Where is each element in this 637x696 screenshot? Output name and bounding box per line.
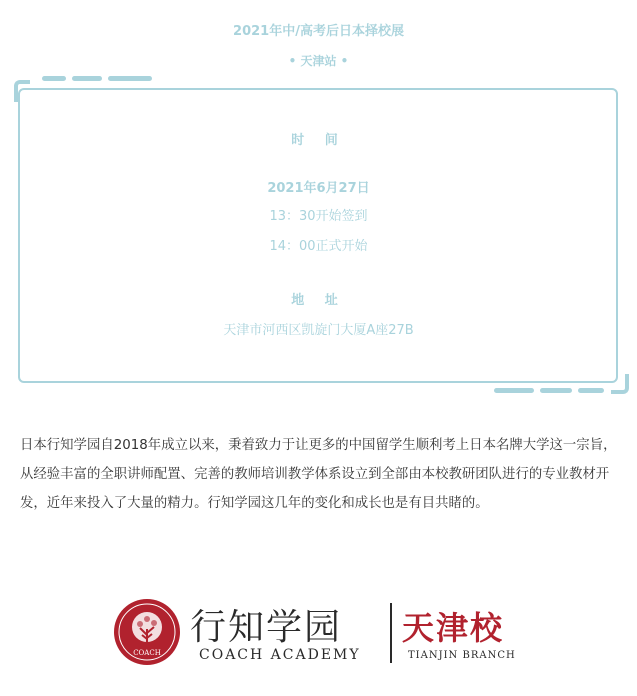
frame-corner-bottom-right <box>611 374 629 394</box>
branch-name-en: TIANJIN BRANCH <box>408 650 516 661</box>
branch-name-cn: 天津校 <box>402 609 505 647</box>
event-address: 天津市河西区凯旋门大厦A座27B <box>223 323 414 338</box>
time-label: 时 间 <box>291 133 346 148</box>
brand-name-en: COACH ACADEMY <box>199 647 361 663</box>
event-date: 2021年6月27日 <box>267 181 370 196</box>
seal-text: COACH <box>133 649 161 657</box>
brand-name-cn: 行知学园 <box>190 607 343 648</box>
brand-logo <box>112 597 532 669</box>
address-label: 地 址 <box>291 293 346 308</box>
checkin-time: 13：30开始签到 <box>269 209 368 224</box>
page-subtitle: • 天津站 • <box>288 54 349 68</box>
tree-seal-icon <box>112 597 182 667</box>
page-title: 2021年中/高考后日本择校展 <box>233 24 404 39</box>
intro-paragraph: 日本行知学园自2018年成立以来，秉着致力于让更多的中国留学生顺利考上日本名牌大学这一宗旨，从经验丰富的全职讲师配置、完善的教师培训教学体系设立到全部由本校教研团队进行的专业教材开发，近年来投入了大量的精力。行知学园这几年的变化和成长也是有目共睹的。 <box>20 438 617 511</box>
logo-divider <box>390 603 392 663</box>
start-time: 14：00正式开始 <box>269 239 368 254</box>
